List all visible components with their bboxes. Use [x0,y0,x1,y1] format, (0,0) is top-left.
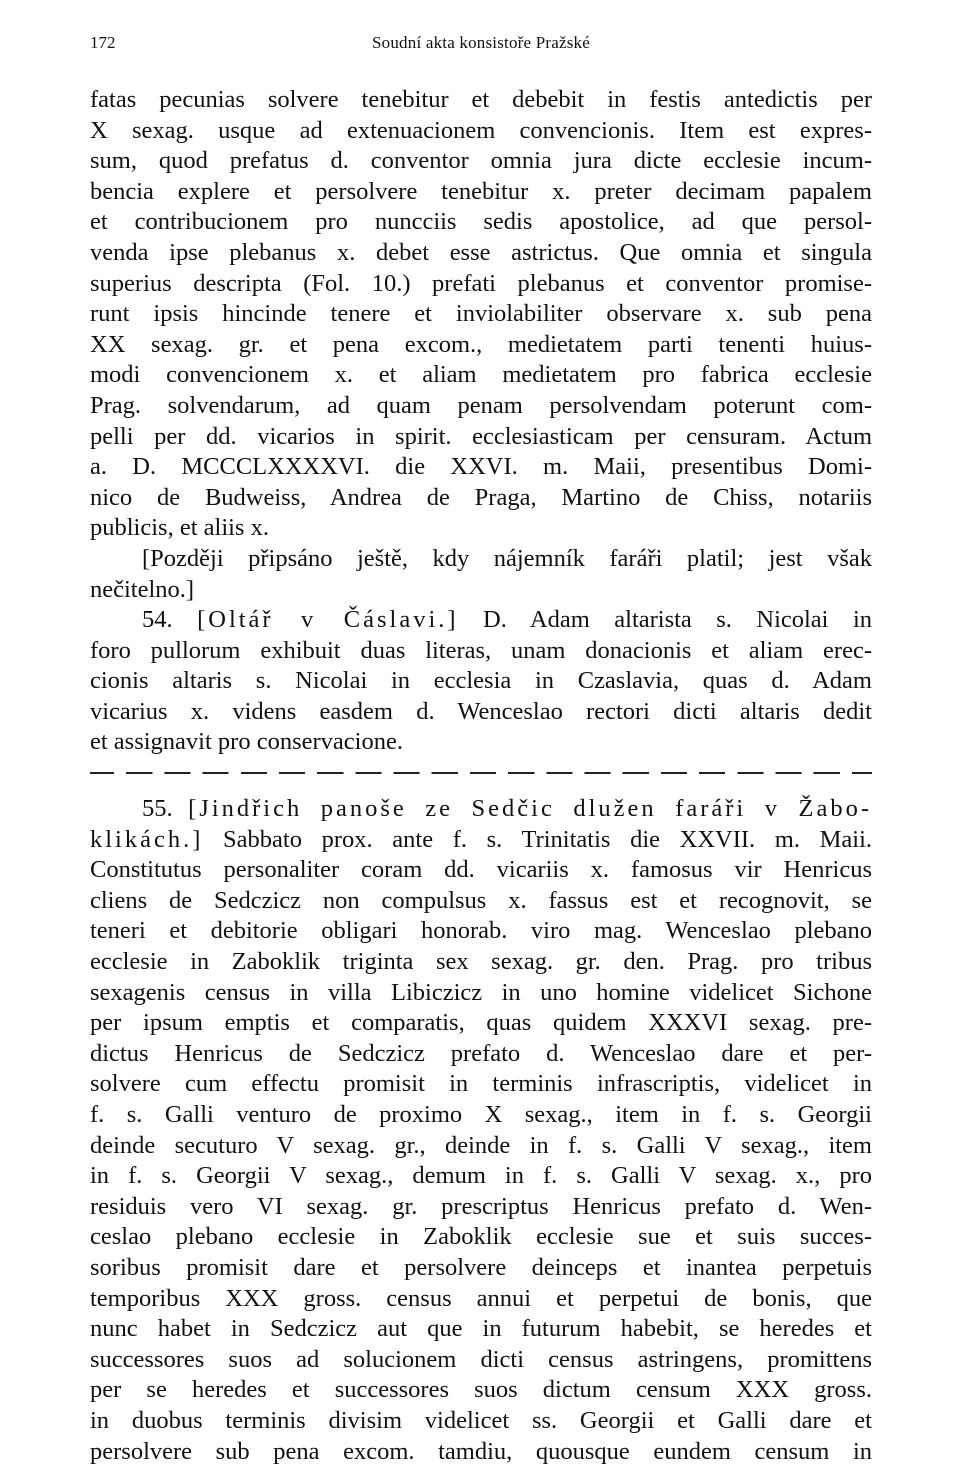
text-line: a. D. MCCCLXXXXVI. die XXVI. m. Maii, presentibus Domi- [90,453,872,481]
entry-heading: [Jindřich panoše ze Sedčic dlužen faráři v Žabo- [188,795,872,823]
text-line: bencia explere et persolvere tenebitur x. preter decimam papalem [90,177,872,205]
text-line: et contribucionem pro nuncciis sedis apostolice, ad que persol- [90,208,872,236]
text-line: persolvere sub pena excom. tamdiu, quousque eundem censum in [90,1437,872,1465]
text-line: per se heredes et successores suos dictum censum XXX gross. [90,1376,872,1404]
entry-heading: klikách.] [90,825,204,853]
section-separator [90,772,872,782]
text-line: superius descripta (Fol. 10.) prefati plebanus et conventor promise- [90,269,872,297]
text-line: sum, quod prefatus d. conventor omnia jura dicte ecclesie incum- [90,147,872,175]
text-line: dictus Henricus de Sedczicz prefato d. Wenceslao dare et per- [90,1039,872,1067]
entry-number: 55. [142,795,173,823]
entry-55 [90,794,872,1467]
entry-second-line [90,825,872,856]
text-line: cliens de Sedczicz non compulsus x. fassus est et recognovit, se [90,886,872,914]
body-text [90,85,872,1467]
entry-first-line [90,605,872,636]
text-line: foro pullorum exhibuit duas literas, unam donacionis et aliam erec- [90,636,872,664]
text-line: temporibus XXX gross. census annui et perpetui de bonis, que [90,1284,872,1312]
entry-heading: [Oltář v Čáslavi.] [197,606,459,634]
text-line: modi convencionem x. et aliam medietatem pro fabrica ecclesie [90,361,872,389]
entry-text: Sabbato prox. ante f. s. Trinitatis die XXVII. m. Maii. [223,825,873,853]
text-line: ceslao plebano ecclesie in Zaboklik ecclesie sue et suis succes- [90,1223,872,1251]
document-page [90,28,872,1467]
text-line: runt ipsis hincinde tenere et inviolabiliter observare x. sub pena [90,300,872,328]
text-line: nunc habet in Sedczicz aut que in futurum habebit, se heredes et [90,1315,872,1343]
text-line: pelli per dd. vicarios in spirit. ecclesiasticam per censuram. Actum [90,422,872,450]
text-line: soribus promisit dare et persolvere deinceps et inantea perpetuis [90,1253,872,1281]
text-line: solvere cum effectu promisit in terminis infrascriptis, videlicet in [90,1070,872,1098]
text-line: residuis vero VI sexag. gr. prescriptus Henricus prefato d. Wen- [90,1192,872,1220]
running-header [90,28,872,58]
entry-54 [90,605,872,758]
text-line: Constitutus personaliter coram dd. vicariis x. famosus vir Henricus [90,856,872,884]
text-line: teneri et debitorie obligari honorab. viro mag. Wenceslao plebano [90,917,872,945]
text-line: et assignavit pro conservacione. [90,728,403,756]
text-line: in f. s. Georgii V sexag., demum in f. s. Galli V sexag. x., pro [90,1162,872,1190]
text-line: successores suos ad solucionem dicti census astringens, promittens [90,1345,872,1373]
text-line: ecclesie in Zaboklik triginta sex sexag. gr. den. Prag. pro tribus [90,948,872,976]
text-line: in duobus terminis divisim videlicet ss. Georgii et Galli dare et [90,1406,872,1434]
entry-text: D. Adam altarista s. Nicolai in [483,606,873,634]
text-line: venda ipse plebanus x. debet esse astrictus. Que omnia et singula [90,238,872,266]
text-line: vicarius x. videns easdem d. Wenceslao rectori dicti altaris dedit [90,697,872,725]
text-line: fatas pecunias solvere tenebitur et debebit in festis antedictis per [90,86,872,113]
text-line: publicis, et aliis x. [90,514,269,542]
text-line: nico de Budweiss, Andrea de Praga, Martino de Chiss, notariis [90,483,872,511]
continuation-paragraph [90,85,872,544]
text-line: [Později připsáno ještě, kdy nájemník faráři platil; jest však [142,544,872,572]
text-line: per ipsum emptis et comparatis, quas quidem XXXVI sexag. pre- [90,1009,872,1037]
text-line: nečitelno.] [90,575,195,603]
text-line: cionis altaris s. Nicolai in ecclesia in Czaslavia, quas d. Adam [90,667,872,695]
text-line: XX sexag. gr. et pena excom., medietatem parti tenenti huius- [90,330,872,358]
entry-number: 54. [142,606,173,634]
page-number: 172 [90,33,116,52]
text-line: Prag. solvendarum, ad quam penam persolvendam poterunt com- [90,391,872,419]
text-line: X sexag. usque ad extenuacionem convencionis. Item est expres- [90,116,872,144]
text-line: f. s. Galli venturo de proximo X sexag., item in f. s. Georgii [90,1101,872,1128]
text-line: sexagenis census in villa Libiczicz in uno homine videlicet Sichone [90,978,872,1006]
running-title: Soudní akta konsistoře Pražské [372,33,590,52]
entry-first-line [90,794,872,825]
text-line: deinde secuturo V sexag. gr., deinde in f. s. Galli V sexag., item [90,1131,872,1159]
editorial-note [90,544,872,605]
